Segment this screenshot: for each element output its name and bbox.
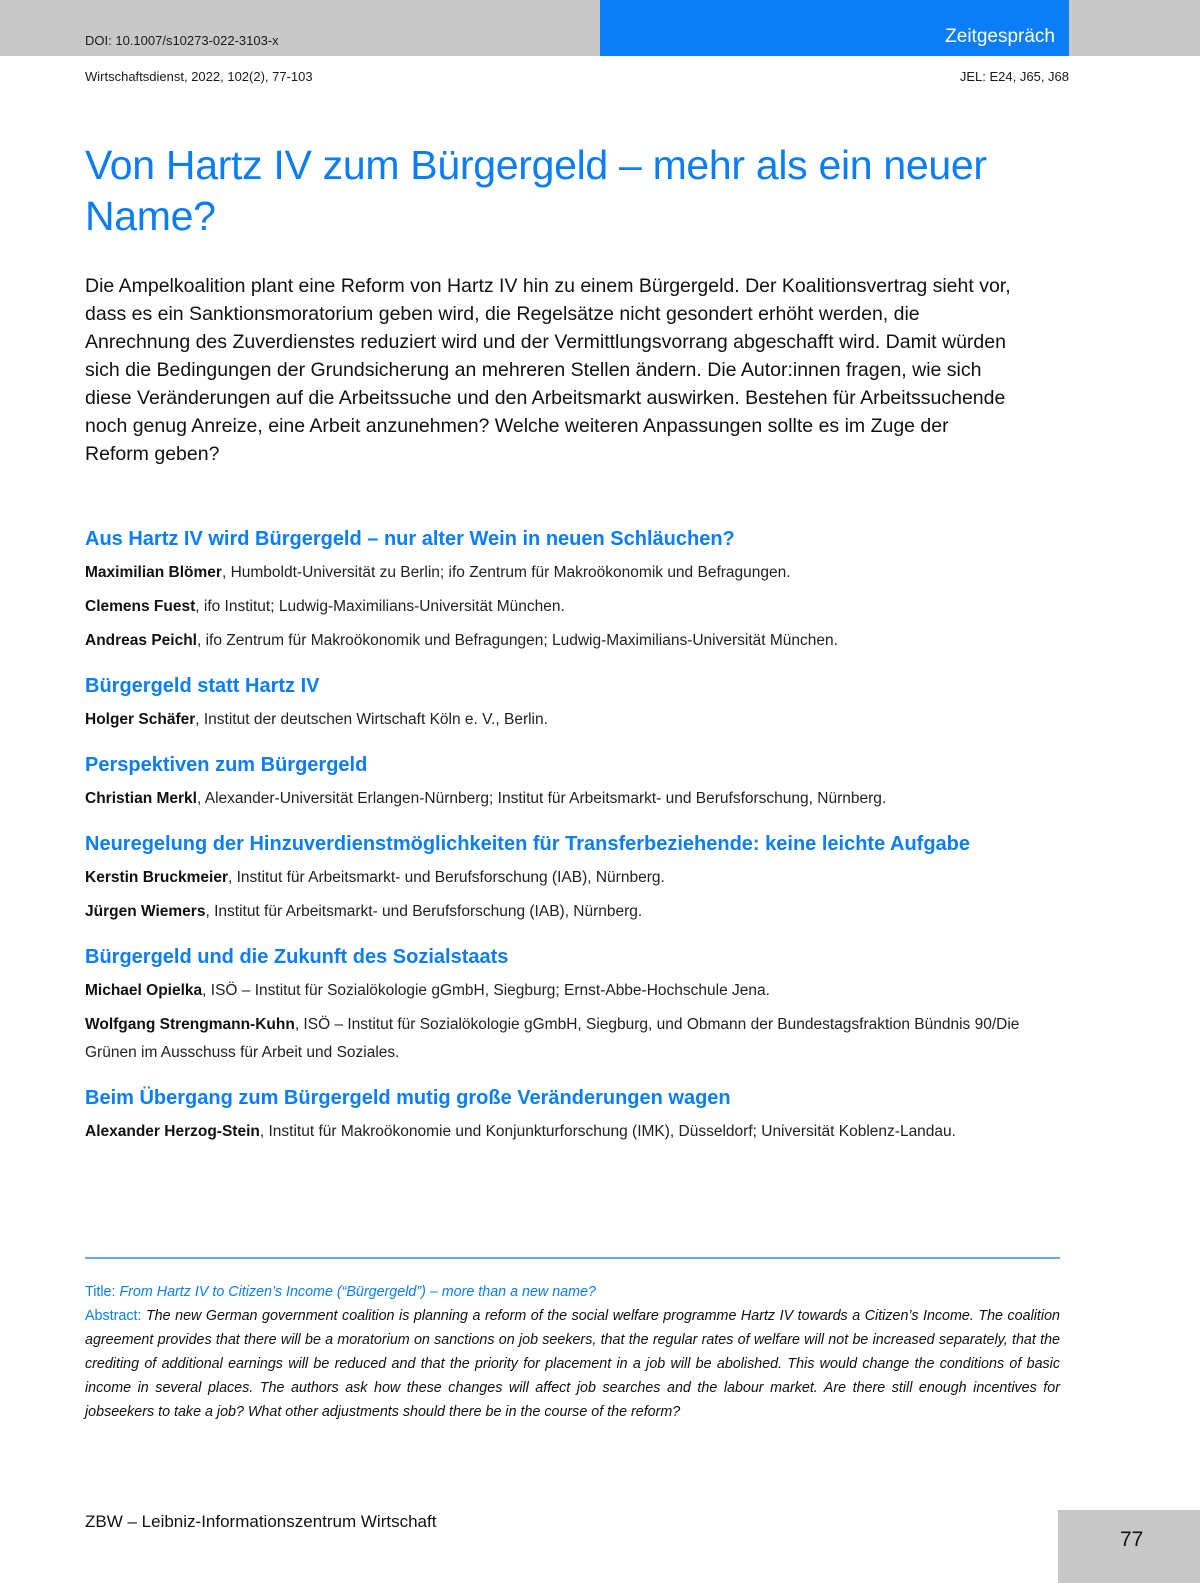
author-name: Christian Merkl [85,790,197,807]
author-name: Maximilian Blömer [85,564,222,581]
contribution-heading[interactable]: Bürgergeld und die Zukunft des Sozialstaats [85,946,509,968]
author-line [85,627,1075,655]
page-number-box [1058,1510,1200,1583]
contribution [85,1084,1075,1146]
abstract-text: The new German government coalition is planning a reform of the social welfare programme Hartz IV towards a Citizen’s Income. The coalition agreement provides that there will be a moratorium on sanctions on job seekers, that the regular rates of welfare will not be increased separately, that the crediting of additional earnings will be reduced and that the priority for placement in a job will be abolished. This would change the conditions of basic income in several places. The authors ask how these changes will affect job searches and the labour market. Are there still enough incentives for jobseekers to take a job? What other adjustments should there be in the course of the reform? [85,1308,1060,1420]
article-title: Von Hartz IV zum Bürgergeld – mehr als ein neuer Name? [85,142,987,239]
author-name: Kerstin Bruckmeier [85,869,229,886]
contribution [85,830,1075,926]
contribution [85,751,1075,813]
section-tab [600,0,1069,56]
contribution-heading[interactable]: Bürgergeld statt Hartz IV [85,675,320,697]
author-line [85,706,1075,734]
footer-organization: ZBW – Leibniz-Informationszentrum Wirtschaft [85,1512,437,1531]
contribution-heading[interactable]: Beim Übergang zum Bürgergeld mutig große Veränderungen wagen [85,1087,731,1109]
author-affiliation: , Institut für Makroökonomie und Konjunkturforschung (IMK), Düsseldorf; Universität Koblenz-Landau. [259,1123,956,1140]
contribution [85,525,1075,655]
contributions-list [85,525,1075,1146]
author-line [85,977,1075,1005]
author-name: Jürgen Wiemers [85,903,206,920]
jel-codes: JEL: E24, J65, J68 [959,69,1069,84]
author-affiliation: , ISÖ – Institut für Sozialökologie gGmbH, Siegburg, und Obmann der Bundestagsfraktion Bündnis 90/Die Grünen im Ausschuss für Arbeit und Soziales. [85,1016,1020,1061]
author-name: Andreas Peichl [85,632,197,649]
author-affiliation: , Institut für Arbeitsmarkt- und Berufsforschung (IAB), Nürnberg. [228,869,665,886]
contribution-heading[interactable]: Neuregelung der Hinzuverdienstmöglichkeiten für Transferbeziehende: keine leichte Aufgabe [85,833,971,855]
contribution-heading[interactable]: Aus Hartz IV wird Bürgergeld – nur alter Wein in neuen Schläuchen? [85,528,735,550]
author-line [85,898,1075,926]
contribution [85,943,1075,1067]
author-line [85,1011,1045,1067]
abstract-label: Abstract: [85,1308,142,1324]
author-affiliation: , ISÖ – Institut für Sozialökologie gGmbH, Siegburg; Ernst-Abbe-Hochschule Jena. [202,982,770,999]
author-name: Alexander Herzog-Stein [85,1123,260,1140]
doi[interactable]: DOI: 10.1007/s10273-022-3103-x [85,33,279,48]
english-title-line [85,1280,1060,1304]
author-line [85,785,1075,813]
author-name: Michael Opielka [85,982,203,999]
author-line [85,559,1075,587]
contribution [85,672,1075,734]
author-name: Wolfgang Strengmann-Kuhn [85,1016,295,1033]
author-affiliation: , ifo Zentrum für Makroökonomik und Befragungen; Ludwig-Maximilians-Universität München. [197,632,838,649]
author-affiliation: , Institut für Arbeitsmarkt- und Berufsforschung (IAB), Nürnberg. [205,903,643,920]
english-title: From Hartz IV to Citizen’s Income (“Bürgergeld”) – more than a new name? [119,1284,596,1300]
section-label: Zeitgespräch [945,26,1055,47]
author-name: Holger Schäfer [85,711,196,728]
contribution-heading[interactable]: Perspektiven zum Bürgergeld [85,754,368,776]
page-number: 77 [1120,1528,1144,1551]
author-affiliation: , Humboldt-Universität zu Berlin; ifo Zentrum für Makroökonomik und Befragungen. [221,564,791,581]
article-lead: Die Ampelkoalition plant eine Reform von Hartz IV hin zu einem Bürgergeld. Der Koalitionsvertrag sieht vor, dass es ein Sanktionsmoratorium geben wird, die Regelsätze nicht gesondert erhöht werden, die Anrechnung des Zuverdienstes reduziert wird und der Vermittlungsvorrang abgeschafft wird. Damit würden sich die Bedingungen der Grundsicherung an mehreren Stellen ändern. Die Autor:innen fragen, wie sich diese Veränderungen auf die Arbeitssuche und den Arbeitsmarkt auswirken. Bestehen für Arbeitssuchende noch genug Anreize, eine Arbeit anzunehmen? Welche weiteren Anpassungen sollte es im Zuge der Reform geben? [85,275,1011,465]
author-line [85,1118,1035,1146]
author-line [85,864,1075,892]
title-label: Title: [85,1284,116,1300]
author-name: Clemens Fuest [85,598,196,615]
abstract-paragraph [85,1304,1060,1424]
english-abstract [85,1280,1060,1424]
divider [85,1257,1060,1259]
author-line [85,593,1075,621]
journal-citation: Wirtschaftsdienst, 2022, 102(2), 77-103 [85,69,313,84]
author-affiliation: , Alexander-Universität Erlangen-Nürnberg; Institut für Arbeitsmarkt- und Berufsforschung, Nürnberg. [196,790,887,807]
author-affiliation: , Institut der deutschen Wirtschaft Köln e. V., Berlin. [195,711,548,728]
author-affiliation: , ifo Institut; Ludwig-Maximilians-Universität München. [195,598,565,615]
